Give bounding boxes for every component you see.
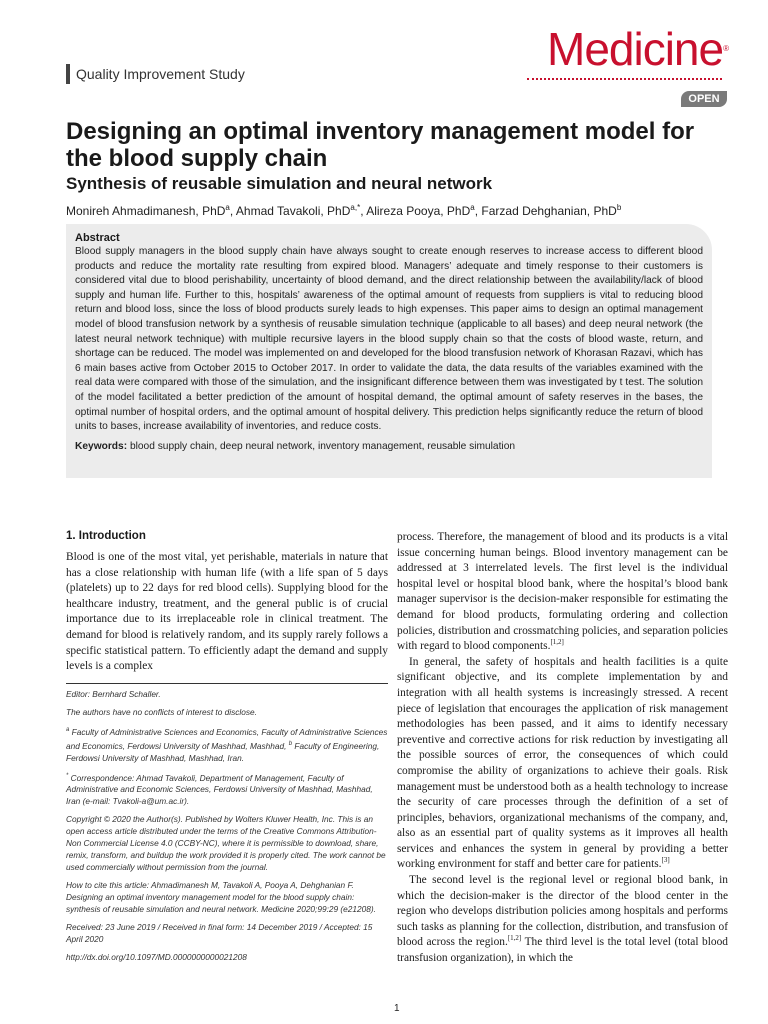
journal-brand — [547, 23, 728, 75]
article-title: Designing an optimal inventory management model for the blood supply chain — [66, 118, 695, 172]
footnote-editor: Editor: Bernhard Schaller. — [66, 689, 161, 699]
author-3: Alireza Pooya, PhD — [366, 204, 471, 218]
abstract-text: Blood supply managers in the blood supply chain have always sought to create enough reserves to increase access to different blood products and reduce the mortality rate resulting from expired blood. Managers’ adequate and timely response to their customers is considered vital due to blood perishability, uncertainty of blood demand, and the direct relationship between the availability/lack of blood supply and human life. Further to this, hospitals’ awareness of the optimal amount of requests from suppliers is vital to reducing blood return and blood loss, since the loss of blood products surely leads to high expenses. This paper aims to design an optimal management model of blood transfusion network by a synthesis of reusable simulation technique (applicable to all bases) and deep neural network (the latest neural network technique) with multiple recursive layers in the blood supply chain so that the costs of blood waste, return, and shortage can be reduced. The model was implemented on and developed for the blood transfusion network of Khorasan Razavi, which has 6 main bases active from October 2015 to October 2017. In order to validate the data, the data results of the variables examined with the real data were compared with those of the simulation, and the insignificant difference between them was investigated by t test. The solution of the model facilitated a better prediction of the amount of hospital demand, the optimal amount of safety reserves in the bases, the optimal number of hospital orders, and the optimal amount of hospital delivery. This prediction helps significantly reduce the return of blood units to bases, increase availability of inventories, and reduce costs. — [75, 246, 703, 433]
intro-paragraph-1: Blood is one of the most vital, yet perishable, materials in nature that has a close relationship with human life (with a life span of 5 days (platelets) up to 22 days for red blood cells). Supplying blood for the healthcare industry, treatment, and the general public is of crucial importance due to its irreplaceable role in clinical treatment. The demand for blood is relatively random, and its supply rarely follows a specific statistical pattern. To efficiently adapt the demand and supply levels is a complex — [66, 551, 388, 673]
author-4: Farzad Dehghanian, PhD — [481, 204, 617, 218]
doi-link[interactable]: http://dx.doi.org/10.1097/MD.0000000000021208 — [66, 952, 247, 963]
left-column — [66, 530, 388, 675]
citation-ref[interactable]: [1,2] — [550, 638, 564, 647]
journal-logo: Medicine® — [547, 23, 728, 75]
footnote-divider — [66, 683, 388, 684]
section-heading-introduction: 1. Introduction — [66, 530, 146, 542]
right-column — [397, 530, 728, 967]
section-label-text: Quality Improvement Study — [76, 66, 245, 82]
article-subtitle: Synthesis of reusable simulation and neural network — [66, 174, 493, 193]
brand-dotted-rule — [527, 78, 722, 80]
intro-paragraph-3: In general, the safety of hospitals and health facilities is a quite significant objective, and its complete implementation by and integration with all health systems is increasingly stressed. A recent piece of legislation that encourages the application of risk management methodologies has been passed, and it aims to identify necessary preventive and corrective actions for risk reduction by investigating all the possible sources of error, the consequences of which could compromise the ability of organizations to achieve their goals. Risk management must be understood both as a health technology to increase the security of care processes through the definition of a set of principles, behaviors, organizational mechanisms of the company, and, also as an essential part of quality systems as it improves all health services and enhances the system in general by providing a better working environment for staff and better care for patients.[3] — [397, 655, 728, 871]
author-2: Ahmad Tavakoli, PhD — [235, 204, 351, 218]
section-label-bar — [66, 64, 70, 84]
citation-ref[interactable]: [3] — [661, 856, 670, 865]
intro-paragraph-2: process. Therefore, the management of blood and its products is a vital issue concerning human beings. Blood inventory management can be addressed at 3 interrelated levels. The first level is the individual hospital level or hospital blood bank, where the hospital’s blood bank manager supervisor is the decision-maker responsible for estimating the demand for blood products, formulating ordering and collection policies, distribution and crossmatching policies, and separation policies with regard to blood components.[1,2] — [397, 531, 728, 653]
footnote-copyright: Copyright © 2020 the Author(s). Published by Wolters Kluwer Health, Inc. This is an open access article distributed under the terms of the Creative Commons Attribution-Non Commercial License 4.0 (CCBY-NC), where it is permissible to download, share, remix, transform, and buildup the work provided it is properly cited. The work cannot be used commercially without permission from the journal. — [66, 814, 386, 873]
footnote-correspondence: * Correspondence: Ahmad Tavakoli, Department of Management, Faculty of Administrative and Economic Sciences, Ferdowsi University of Mashhad, Mashhad, Iran (e-mail: Tvakoli-a@um.ac.ir). — [66, 772, 373, 807]
intro-paragraph-4: The second level is the regional level or regional blood bank, in which the decision-maker is the director of the blood center in the region who develops distribution policies among hospitals and performs such tasks as planning for the collection, distribution, and transfusion of blood across the region.[1,2] The third level is the total level (total blood transfusion organization), in which the — [397, 874, 728, 965]
author-1: Monireh Ahmadimanesh, PhD — [66, 204, 226, 218]
citation-ref[interactable]: [1,2] — [507, 934, 522, 943]
footnote-conflict: The authors have no conflicts of interest to disclose. — [66, 707, 257, 717]
page-number: 1 — [394, 1003, 400, 1014]
section-label — [66, 64, 245, 84]
open-access-badge: OPEN — [681, 91, 727, 107]
footnote-citation: How to cite this article: Ahmadimanesh M, Tavakoli A, Pooya A, Dehghanian F. Designing an optimal inventory management model for the blood supply chain: synthesis of reusable simulation and neural network. Medicine 2020;99:29 (e21208). — [66, 880, 376, 915]
footnote-affiliations: $^a$ Faculty of Administrative Sciences and Economics, Faculty of Administrative Sciences and Economics, Ferdowsi University of Mashhad, Mashhad, $^b$ Faculty of Engineering, Ferdowsi University of Mashhad, Mashhad, Iran. — [66, 726, 388, 763]
abstract-box — [66, 224, 712, 478]
abstract-heading: Abstract — [75, 232, 120, 244]
keywords: Keywords: blood supply chain, deep neural network, inventory management, reusable simulation — [75, 440, 516, 452]
author-list: Monireh Ahmadimanesh, PhD$^a$, Ahmad Tavakoli, PhD$^{a,*}$, Alireza Pooya, PhD$^a$, Farzad Dehghanian, PhD$^b$ — [66, 203, 622, 218]
footnote-dates: Received: 23 June 2019 / Received in final form: 14 December 2019 / Accepted: 15 April 2020 — [66, 922, 373, 945]
footnotes — [66, 688, 388, 969]
keywords-text: blood supply chain, deep neural network, inventory management, reusable simulation — [129, 440, 516, 452]
